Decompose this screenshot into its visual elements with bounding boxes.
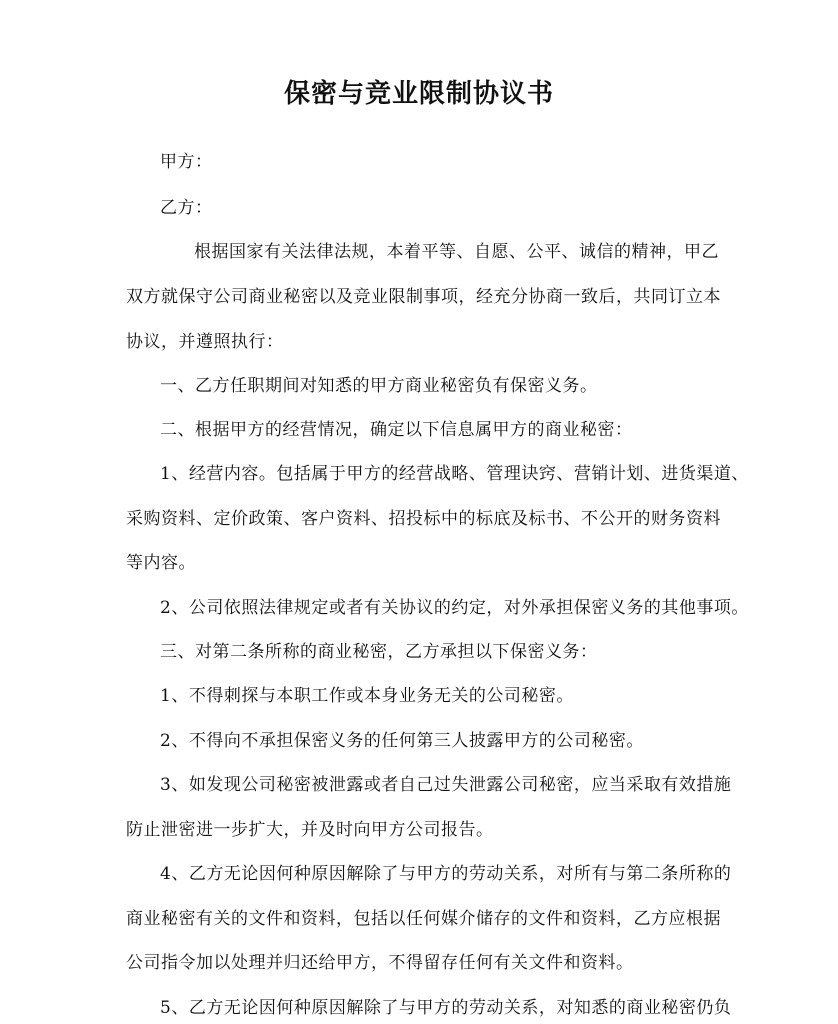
clause-3: 三、对第二条所称的商业秘密，乙方承担以下保密义务：	[160, 642, 598, 662]
body-line: 5、乙方无论因何种原因解除了与甲方的劳动关系，对知悉的商业秘密仍负	[160, 998, 732, 1018]
clause-1: 一、乙方任职期间对知悉的甲方商业秘密负有保密义务。	[160, 376, 598, 396]
body-line: 3、如发现公司秘密被泄露或者自己过失泄露公司秘密，应当采取有效措施	[160, 775, 732, 795]
body-line: 采购资料、定价政策、客户资料、招投标中的标底及标书、不公开的财务资料	[126, 509, 721, 529]
body-line: 等内容。	[126, 553, 196, 573]
body-line: 防止泄密进一步扩大，并及时向甲方公司报告。	[126, 820, 494, 840]
party-a-label: 甲方：	[160, 152, 213, 172]
body-line: 2、不得向不承担保密义务的任何第三人披露甲方的公司秘密。	[160, 731, 644, 751]
body-line: 公司指令加以处理并归还给甲方，不得留存任何有关文件和资料。	[126, 953, 634, 973]
body-line: 协议，并遵照执行：	[126, 332, 284, 352]
body-line: 根据国家有关法律法规，本着平等、自愿、公平、诚信的精神，甲乙	[194, 242, 719, 262]
body-line: 双方就保守公司商业秘密以及竞业限制事项，经充分协商一致后，共同订立本	[126, 287, 721, 307]
body-line: 4、乙方无论因何种原因解除了与甲方的劳动关系，对所有与第二条所称的	[160, 864, 732, 884]
body-line: 1、不得刺探与本职工作或本身业务无关的公司秘密。	[160, 686, 574, 706]
body-line: 商业秘密有关的文件和资料，包括以任何媒介储存的文件和资料，乙方应根据	[126, 909, 721, 929]
document-title: 保密与竞业限制协议书	[283, 79, 554, 109]
party-b-label: 乙方：	[160, 198, 213, 218]
clause-2: 二、根据甲方的经营情况，确定以下信息属甲方的商业秘密：	[160, 420, 633, 440]
body-line: 1、经营内容。包括属于甲方的经营战略、管理诀窍、营销计划、进货渠道、	[160, 464, 749, 484]
body-line: 2、公司依照法律规定或者有关协议的约定，对外承担保密义务的其他事项。	[160, 598, 749, 618]
